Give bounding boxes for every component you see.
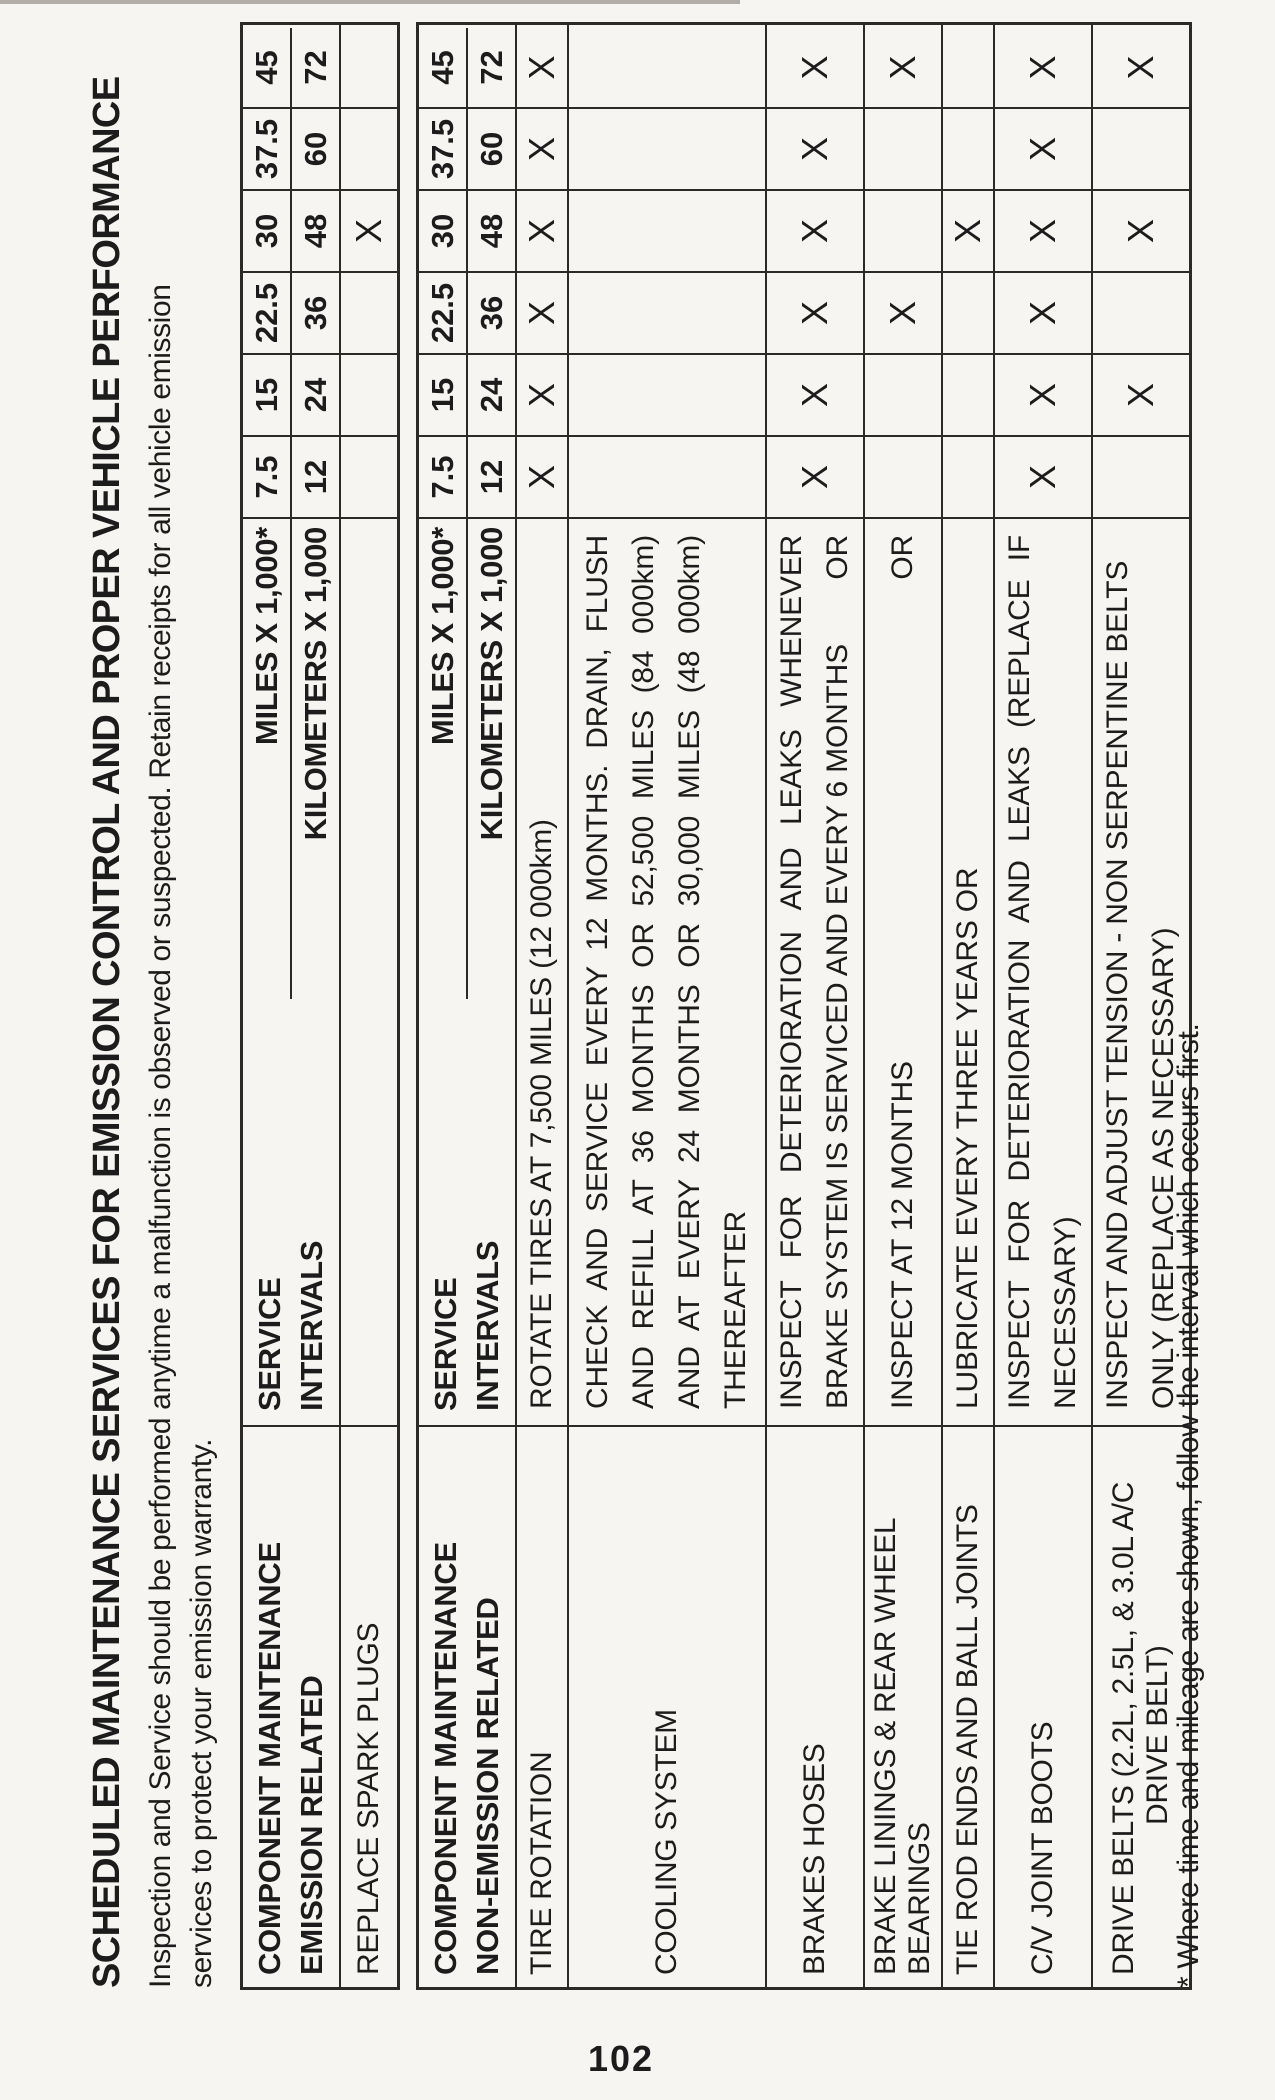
page-subtitle	[140, 284, 222, 1988]
interval-column-header: 37.5 60	[243, 109, 339, 191]
x-mark-cell: X	[767, 273, 863, 355]
subtitle-line-2: services to protect your emission warranty.	[185, 1438, 218, 1988]
row-label: TIRE ROTATION	[525, 1751, 558, 1975]
x-mark-cell	[943, 355, 993, 437]
x-mark-cell: X	[865, 273, 941, 355]
kilometers-units-label: KILOMETERS X 1,000	[297, 527, 333, 841]
interval-column-header: 7.5 12	[243, 437, 339, 519]
x-mark-cell: X	[995, 191, 1091, 273]
service-intervals-header	[243, 519, 339, 1427]
x-mark-cell	[569, 437, 765, 519]
x-mark-cell: X	[767, 437, 863, 519]
row-label: BRAKES HOSES	[798, 1743, 831, 1975]
table-row-tie-rod-ends	[941, 25, 993, 1987]
row-interval-text: INSPECT FOR DETERIORATION AND LEAKS WHENEVER BRAKE SYSTEM IS SERVICED AND EVERY 6 MONTHS OR	[767, 519, 863, 1427]
table-header-row	[243, 25, 339, 1987]
emission-related-table	[240, 22, 400, 1990]
interval-column-header: 22.5 36	[419, 273, 515, 355]
component-maintenance-header	[419, 1427, 515, 1987]
interval-column-header: 45 72	[243, 28, 339, 109]
x-mark-cell: X	[767, 191, 863, 273]
subtitle-line-1: Inspection and Service should be performed anytime a malfunction is observed or suspected. Retain receipts for all vehicle emission	[144, 284, 177, 1988]
x-mark-cell: X	[517, 355, 567, 437]
x-mark-cell	[943, 273, 993, 355]
footnote: * Where time and mileage are shown, follow the interval which occurs first.	[1172, 1023, 1205, 1988]
x-mark-cell: X	[995, 28, 1091, 109]
x-mark-cell	[569, 191, 765, 273]
x-mark-cell	[1093, 109, 1189, 191]
x-mark-cell	[865, 191, 941, 273]
table-row-cooling-system	[567, 25, 765, 1987]
row-label: DRIVE BELTS (2.2L, 2.5L, & 3.0L A/C DRIVE BELT)	[1107, 1481, 1174, 1975]
interval-column-header: 45 72	[419, 28, 515, 109]
table-row-brakes-hoses	[765, 25, 863, 1987]
table-row-tire-rotation	[515, 25, 567, 1987]
header-line: NON-EMISSION RELATED	[470, 1597, 505, 1975]
interval-column-header: 30 48	[419, 191, 515, 273]
x-mark-cell: X	[1093, 28, 1189, 109]
row-interval-text	[341, 519, 397, 1427]
x-mark-cell: X	[995, 109, 1091, 191]
units-header	[243, 519, 339, 999]
interval-column-header: 15 24	[243, 355, 339, 437]
x-mark-cell: X	[995, 273, 1091, 355]
component-maintenance-header	[243, 1427, 339, 1987]
x-mark-cell	[1093, 437, 1189, 519]
x-mark-cell: X	[865, 28, 941, 109]
interval-column-header: 7.5 12	[419, 437, 515, 519]
x-mark-cell: X	[767, 109, 863, 191]
row-interval-text: INSPECT AT 12 MONTHS OR	[865, 519, 941, 1427]
x-mark-cell: X	[995, 437, 1091, 519]
x-mark-cell	[943, 109, 993, 191]
row-label: C/V JOINT BOOTS	[1026, 1721, 1059, 1975]
interval-column-header: 15 24	[419, 355, 515, 437]
x-mark-cell: X	[517, 191, 567, 273]
x-mark-cell	[569, 355, 765, 437]
x-mark-cell: X	[1093, 355, 1189, 437]
interval-column-header: 37.5 60	[419, 109, 515, 191]
kilometers-units-label: KILOMETERS X 1,000	[473, 527, 509, 841]
x-mark-cell: X	[517, 109, 567, 191]
x-mark-cell	[569, 28, 765, 109]
x-mark-cell	[569, 273, 765, 355]
x-mark-cell	[341, 109, 397, 191]
x-mark-cell: X	[341, 191, 397, 273]
page-number: 102	[588, 2038, 655, 2079]
row-label: COOLING SYSTEM	[650, 1709, 683, 1975]
x-mark-cell: X	[995, 355, 1091, 437]
x-mark-cell	[341, 355, 397, 437]
or-suffix: OR	[821, 535, 854, 580]
miles-units-label: MILES X 1,000*	[419, 519, 468, 999]
row-interval-text: INSPECT FOR DETERIORATION AND LEAKS (REPLACE IF NECESSARY)	[995, 519, 1091, 1427]
service-intervals-label: SERVICE INTERVALS	[252, 1240, 329, 1411]
non-emission-related-table	[416, 22, 1192, 1990]
header-line: COMPONENT MAINTENANCE	[428, 1542, 463, 1975]
row-interval-text: CHECK AND SERVICE EVERY 12 MONTHS. DRAIN, FLUSH AND REFILL AT 36 MONTHS OR 52,500 MILES (84 000km) AND AT EVERY 24 MONTHS OR 30,000 MILES (48 000km) THEREAFTER	[569, 519, 765, 1427]
x-mark-cell	[341, 28, 397, 109]
row-label: BRAKE LININGS & REAR WHEEL BEARINGS	[869, 1518, 936, 1975]
row-interval-text: ROTATE TIRES AT 7,500 MILES (12 000km)	[517, 519, 567, 1427]
header-line: EMISSION RELATED	[294, 1675, 329, 1975]
row-label: REPLACE SPARK PLUGS	[352, 1622, 385, 1975]
x-mark-cell: X	[517, 28, 567, 109]
service-intervals-label: SERVICE INTERVALS	[428, 1240, 505, 1411]
row-label: TIE ROD ENDS AND BALL JOINTS	[951, 1504, 984, 1975]
or-suffix: OR	[886, 535, 919, 580]
row-interval-text: LUBRICATE EVERY THREE YEARS OR	[943, 519, 993, 1427]
table-row-cv-joint-boots	[993, 25, 1091, 1987]
table-row-replace-spark-plugs	[339, 25, 397, 1987]
x-mark-cell	[943, 437, 993, 519]
x-mark-cell: X	[517, 273, 567, 355]
x-mark-cell: X	[517, 437, 567, 519]
x-mark-cell	[943, 28, 993, 109]
header-line: COMPONENT MAINTENANCE	[252, 1542, 287, 1975]
miles-units-label: MILES X 1,000*	[243, 519, 292, 999]
table-header-row	[419, 25, 515, 1987]
page-title: SCHEDULED MAINTENANCE SERVICES FOR EMISSION CONTROL AND PROPER VEHICLE PERFORMANCE	[86, 76, 128, 1988]
x-mark-cell	[341, 437, 397, 519]
x-mark-cell	[341, 273, 397, 355]
row-interval-text: INSPECT AND ADJUST TENSION - NON SERPENTINE BELTS ONLY (REPLACE AS NECESSARY)	[1093, 519, 1189, 1427]
x-mark-cell	[865, 437, 941, 519]
x-mark-cell	[569, 109, 765, 191]
x-mark-cell: X	[767, 28, 863, 109]
x-mark-cell: X	[1093, 191, 1189, 273]
interval-column-header: 30 48	[243, 191, 339, 273]
x-mark-cell	[1093, 273, 1189, 355]
interval-column-header: 22.5 36	[243, 273, 339, 355]
x-mark-cell	[865, 355, 941, 437]
units-header	[419, 519, 515, 999]
table-row-brake-linings	[863, 25, 941, 1987]
x-mark-cell: X	[767, 355, 863, 437]
x-mark-cell: X	[943, 191, 993, 273]
x-mark-cell	[865, 109, 941, 191]
service-intervals-header	[419, 519, 515, 1427]
